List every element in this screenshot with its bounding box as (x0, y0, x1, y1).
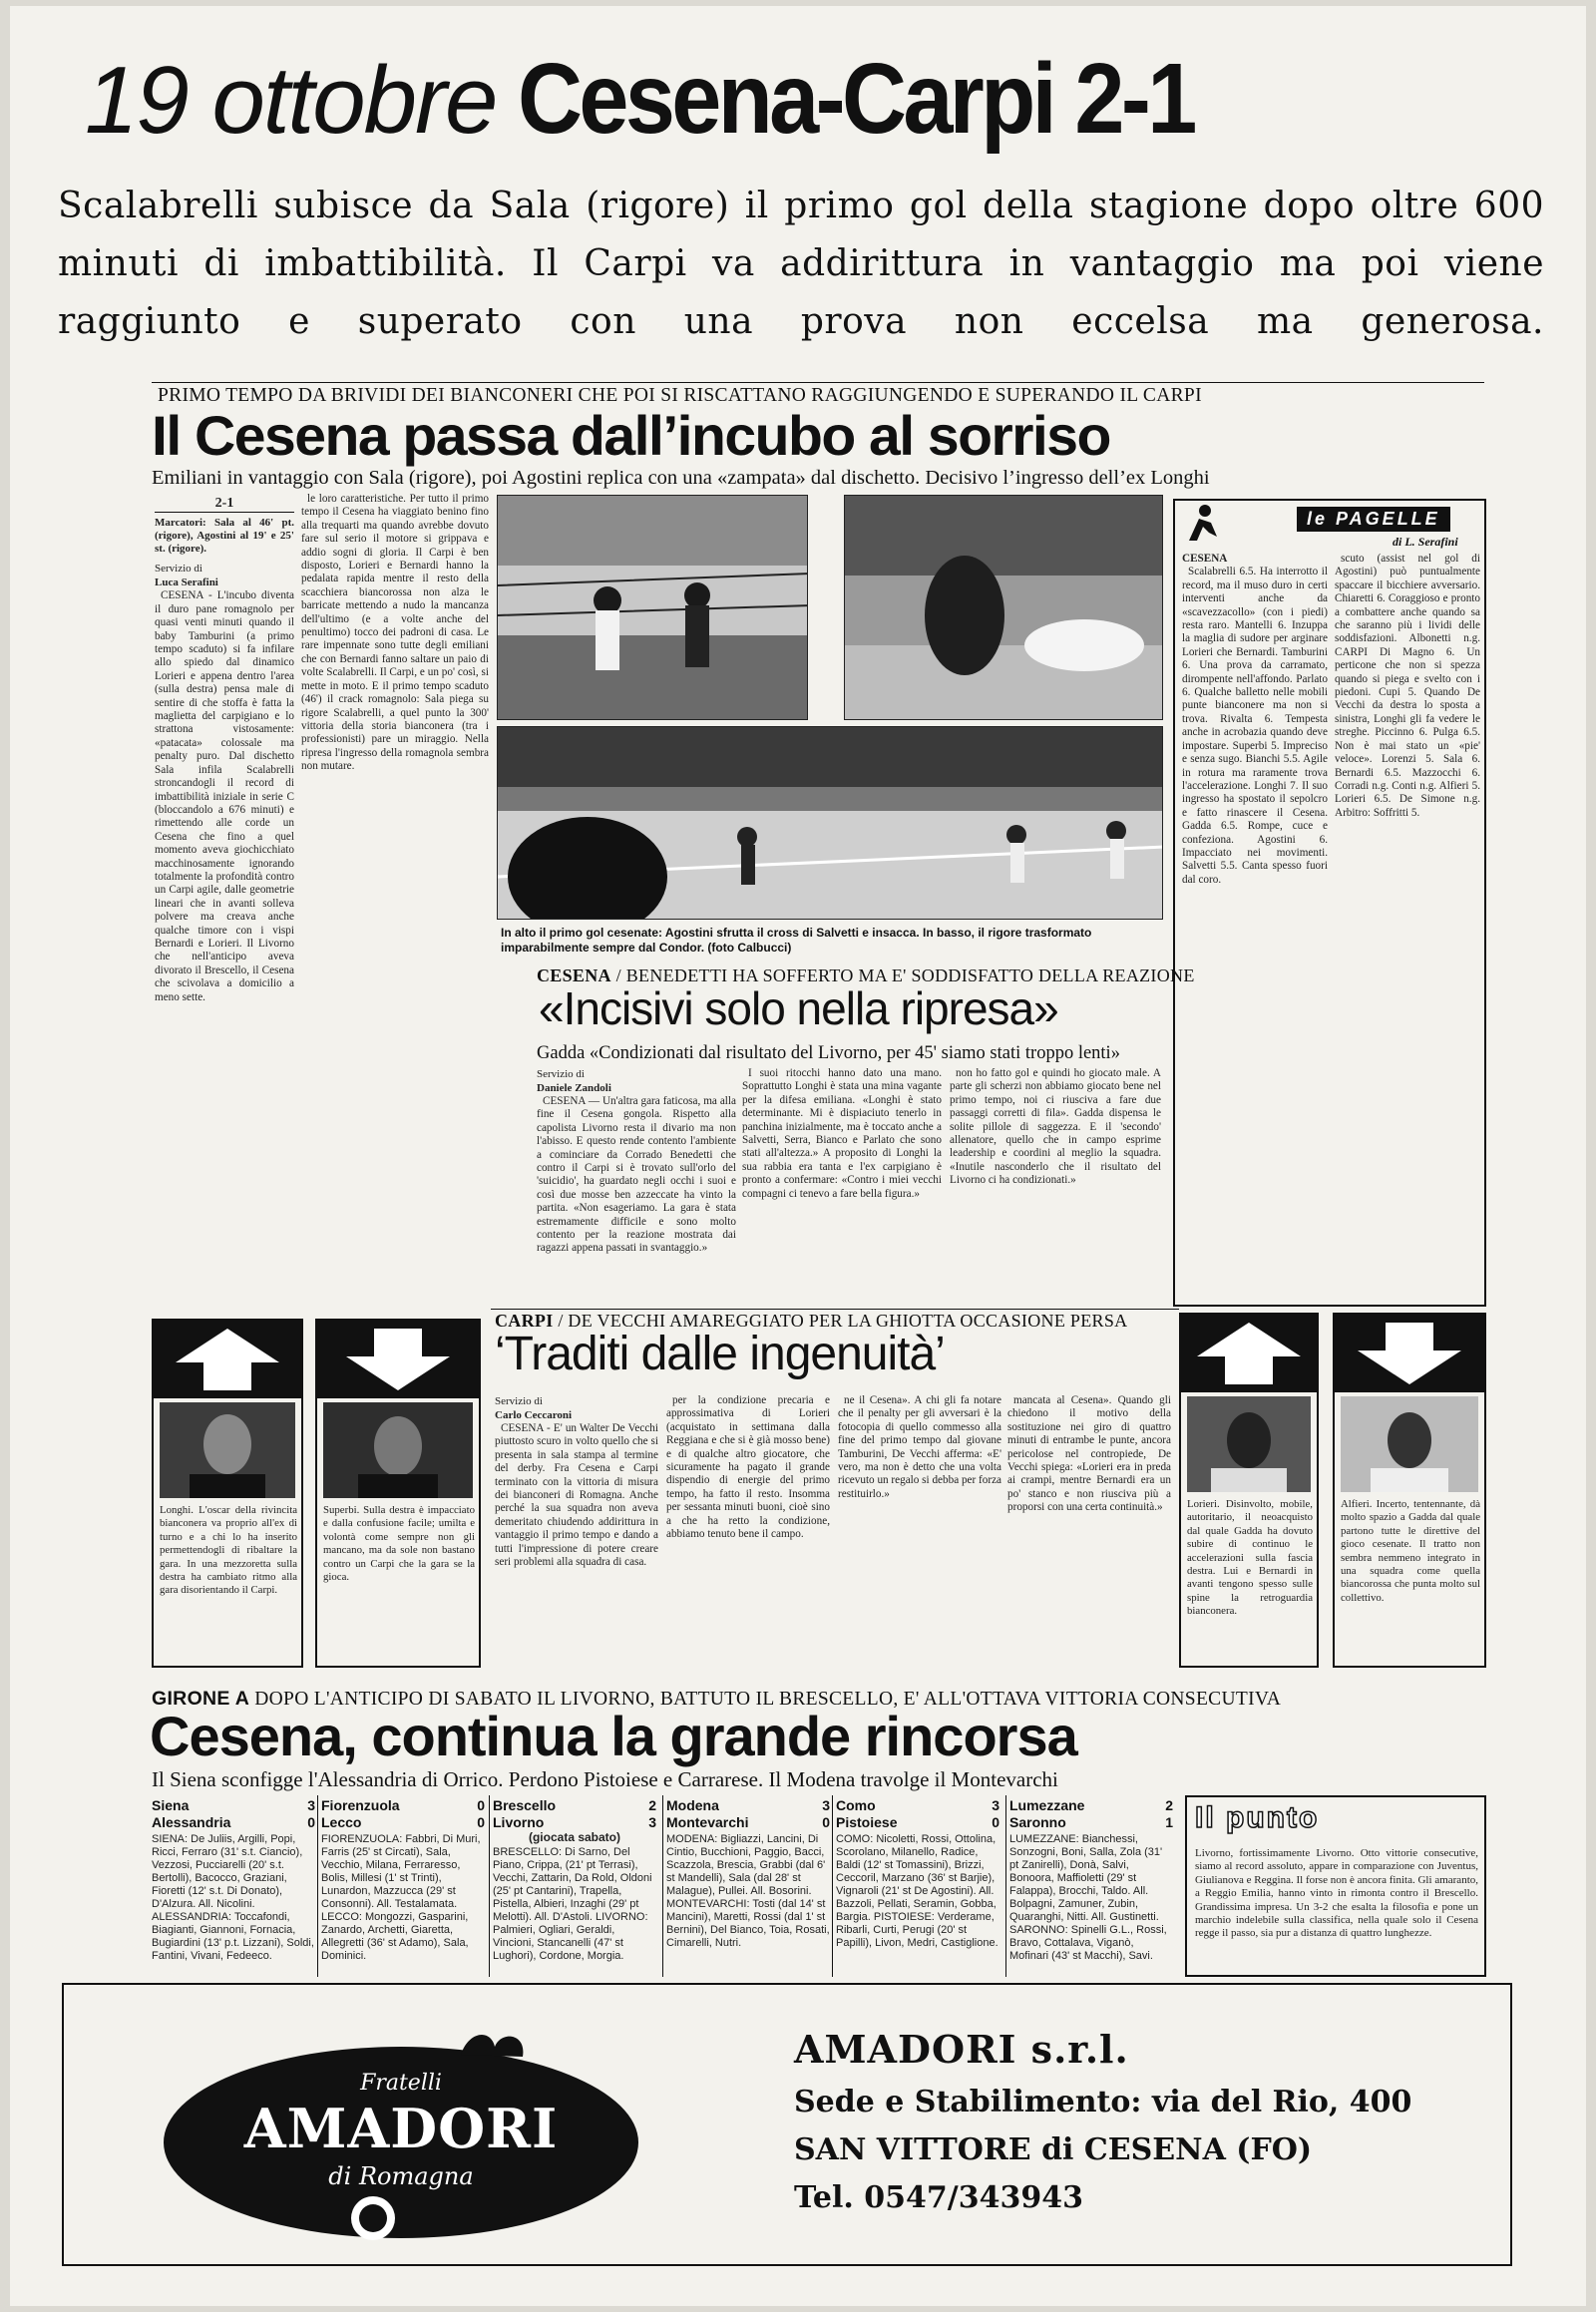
photo-image (498, 496, 808, 720)
article-text: CESENA - L'incubo diventa il duro pane romagnolo per quasi venti minuti quando il baby Tamburini (a primo tempo scaduto) si fa infilare allo spiedo dal dinamico Lorieri e appena dentro l'area (sulla destra) pensa male di sentire di che stoffa è fatta la maglietta del carpigiano e lo strattona vistosamente: «patacata» colossale ma penalty puro. Dal dischetto Sala infila Scalabrelli stroncandogli il record di imbattibilità iniziale in serie C (bloccandolo a 676 minuti) e rimettendo alle corde un Cesena che fino a quel momento aveva giochicchiato macchinosamente ignorando totalmente la profondità contro un Carpi agile, dalle geometrie lineari che in avanti solleva polvere ma creava anche qualche timore con i vispi Bernardi e Lorieri. Il Livorno che nell'anticipo aveva divorato il Brescello, il Cesena che scivolava a domicilio a meno sette. (155, 589, 294, 1003)
scorers: Marcatori: Sala al 46' pt. (rigore), Agostini al 19' e 25' st. (rigore). (155, 517, 294, 556)
byline-name: Luca Serafini (155, 577, 218, 589)
byline-name: Carlo Ceccaroni (495, 1409, 573, 1421)
lineups-text: LUMEZZANE: Bianchessi, Sonzogni, Boni, Salla, Zola (31' pt Zanirelli), Donà, Salvi, Bonoora, Maffioletti (29' st Falappa), Brocchi, Taldo. All. Bolpagni, Zamuner, Zubin, Quaranghi, Nitti. All. Gustinetti. SARONNO: Spinelli G.L., Rossi, Bravo, Cottalava, Viganò, Mofinari (43' st Macchi), Savi. (1009, 1833, 1167, 1962)
arrow-up-icon (154, 1321, 301, 1398)
home-team-row (321, 1797, 485, 1814)
byline (495, 1394, 658, 1422)
ad-phone: Tel. 0547/343943 (794, 2180, 1083, 2215)
main-subhead: Emiliani in vantaggio con Sala (rigore), poi Agostini replica con una «zampata» dal dischetto. Decisivo l’ingresso dell’ex Longhi (152, 467, 1210, 489)
photo-image (845, 496, 1163, 720)
match-photo-penalty (497, 726, 1163, 920)
pagelle-column-2 (1335, 553, 1480, 1297)
away-team-row (666, 1814, 830, 1831)
story3-column-1 (495, 1394, 658, 1664)
article-text: ne il Cesena». A chi gli fa notare che il penalty per gli avversari è la fotocopia di quello commesso alla fine del primo tempo dal giovane Tamburini, De Vecchi afferma: «E' vero, ma non è detto che una volta ricevuto un regalo si debba per forza restituirlo.» (838, 1394, 1001, 1500)
pagelle-author: di L. Serafini (1393, 535, 1458, 549)
arrow-down-icon (317, 1321, 479, 1398)
main-story-column-1 (155, 497, 294, 1307)
away-score: 0 (477, 1814, 485, 1830)
home-team-row (666, 1797, 830, 1814)
page-title (85, 42, 1521, 192)
arrow-up-icon (1181, 1315, 1317, 1392)
player-silhouette-icon (1181, 503, 1221, 543)
home-score: 2 (1165, 1797, 1173, 1813)
away-team: Saronno (1009, 1814, 1066, 1830)
home-team: Modena (666, 1797, 719, 1813)
match-date: 19 ottobre (85, 47, 497, 154)
arrow-profile-up-2 (1179, 1313, 1319, 1668)
logo-fratelli: Fratelli (360, 2071, 442, 2096)
ad-address: Sede e Stabilimento: via del Rio, 400 (794, 2085, 1412, 2119)
away-team-row (493, 1814, 656, 1831)
story2-kicker-lead: CESENA (537, 965, 611, 985)
home-team-row (493, 1797, 656, 1814)
girone-subhead: Il Siena sconfigge l'Alessandria di Orrico. Perdono Pistoiese e Carrarese. Il Modena travolge il Montevarchi (152, 1767, 1058, 1791)
match-photo-goal (497, 495, 808, 720)
home-score: 3 (307, 1797, 315, 1813)
il-punto-box (1185, 1795, 1486, 1977)
match-result-column (321, 1797, 485, 1975)
home-score: 3 (822, 1797, 830, 1813)
profile-text: Lorieri. Disinvolto, mobile, autoritario, il neoacquisto dal quale Gadda ha dovuto subire di continuo le accelerazioni sulla fascia destra. Lui e Bernardi in avanti tengono spesso sulle spine la retroguardia bianconera. (1187, 1498, 1313, 1618)
pagelle-text: scuto (assist nel gol di Agostini) può puntualmente spaccare il bicchiere avversario. Chiaretti 6. Coraggioso e pronto a combattere anche quando sa che saranno più i lividi delle soddisfazioni. Albonetti n.g. CARPI Di Magno 6. Un perticone che non si spezza quando si piega e svelto con i piedoni. Cupi 5. Quando De Vecchi da destra lo sposta a sinistra, Longhi gli fa vedere le streghe. Piccinno 6. Pulga 6.5. Non è mai stato un «pie' veloce». Lorenzi 5. Sala 6. Bernardi 6.5. Mazzocchi 6. Corradi n.g. Conti n.g. Alfieri 5. Lorieri 6.5. De Simone n.g. Arbitro: Soffritti 5. (1335, 553, 1480, 819)
home-score: 3 (992, 1797, 999, 1813)
story2-column-2 (742, 1067, 942, 1309)
away-score: 0 (307, 1814, 315, 1830)
byline (537, 1067, 736, 1095)
logo-amadori: AMADORI (243, 2097, 559, 2160)
il-punto-text: Livorno, fortissimamente Livorno. Otto vittorie consecutive, siamo al record assoluto, appare in comparazione con Juventus, Giulianova e Reggina. Il forse non è ancora finita. Gli amaranto, a Reggio Emilia, hanno vinto in rimonta contro il Brescello. Grandissima impresa. Un 3-2 che esalta la filosofia e pone un marchio indelebile sulla classifica, nella quale solo il Cesena regge il passo, sia pur a distanza di quattro lunghezze. (1195, 1847, 1478, 1940)
byline (155, 562, 294, 589)
article-text: non ho fatto gol e quindi ho giocato male. A parte gli scherzi non abbiamo giocato bene nel primo tempo, noi ci riusciva a fare due passaggi corretti di fila». Gadda dispensa le solite pillole di saggezza. E il 'secondo' allenatore, quello che in campo esprime leadership e coordini al meglio la squadra. «Inutile nasconderlo che il risultato del Livorno ci ha condizionati.» (950, 1067, 1161, 1187)
story2-headline: «Incisivi solo nella ripresa» (539, 982, 1058, 1034)
home-team: Como (836, 1797, 876, 1813)
girone-kicker-lead: GIRONE A (152, 1688, 250, 1710)
home-team: Brescello (493, 1797, 557, 1813)
home-score: 0 (477, 1797, 485, 1813)
away-score: 0 (822, 1814, 830, 1830)
il-punto-title: Il punto (1195, 1801, 1320, 1834)
byline-label: Servizio di (155, 563, 202, 576)
byline-label: Servizio di (537, 1068, 585, 1080)
story3-column-2 (666, 1394, 830, 1664)
logo-romagna: di Romagna (328, 2162, 474, 2190)
photo-image (498, 727, 1163, 920)
page-deck: Scalabrelli subisce da Sala (rigore) il primo gol della stagione dopo oltre 600 minuti di imbattibilità. Il Carpi va addirittura in vantaggio ma poi viene raggiunto e superato con una prova non eccelsa ma generosa. (58, 186, 1544, 342)
player-portrait (1187, 1396, 1311, 1492)
story2-column-3 (950, 1067, 1161, 1309)
article-text: CESENA - E' un Walter De Vecchi piuttosto scuro in volto quello che si presenta in sala stampa al termine del derby. Fra Cesena e Carpi terminato con la vittoria di misura dei bianconeri di Romagna. Anche perché la sua squadra non aveva demeritato chiudendo addirittura in vantaggio il primo tempo e dando a tutti l'impressione di potere creare seri problemi alla squadra di casa. (495, 1422, 658, 1569)
photo-caption: In alto il primo gol cesenate: Agostini sfrutta il cross di Salvetti e insacca. In basso, il rigore trasformato imparabilmente sempre dal Condor. (foto Calbucci) (501, 926, 1092, 955)
score-box: 2-1 (155, 497, 294, 513)
match-result-column (836, 1797, 999, 1975)
arrow-profile-down-1 (315, 1319, 481, 1668)
match-note: (giocata sabato) (528, 1830, 620, 1844)
lineups-text: BRESCELLO: Di Sarno, Del Piano, Crippa, (21' pt Terrasi), Vecchi, Zattarin, Da Rold, Oldoni (25' pt Cantarini), Trapella, Pistella, Albieri, Inzaghi (29' pt Melotti). All. D'Astoli. LIVORNO: Palmieri, Ogliari, Geraldi, Vincioni, Stancanelli (47' st Lughori), Cordone, Morgia. (493, 1846, 652, 1962)
away-team-row (152, 1814, 315, 1831)
player-portrait (1341, 1396, 1478, 1492)
away-team: Livorno (493, 1814, 545, 1830)
article-text: CESENA — Un'altra gara faticosa, ma alla fine il Cesena gongola. Rispetto alla capolista Livorno resta il divario ma non l'abisso. E questo rende contento l'ambiente a cominciare da Corrado Benedetti che contro il Carpi si è trovato sull'orlo del 'suicidio', ha guardato negli occhi i suoi e così due mosse ben azzeccate ha vinto la partita. «Non esageriamo. La gara è stata estremamente difficile e sono molto contento per la reazione mostrata dai ragazzi appena passati in svantaggio.» (537, 1095, 736, 1255)
home-team-row (836, 1797, 999, 1814)
story3-kicker-lead: CARPI (495, 1311, 554, 1331)
match-result-column (152, 1797, 315, 1975)
player-portrait (323, 1402, 473, 1498)
match-result-column (493, 1797, 656, 1975)
away-team: Pistoiese (836, 1814, 898, 1830)
byline-name: Daniele Zandoli (537, 1082, 611, 1094)
divider (152, 382, 1484, 383)
story3-column-4 (1007, 1394, 1171, 1664)
column-rule (489, 1795, 490, 1977)
byline-label: Servizio di (495, 1395, 543, 1407)
home-score: 2 (648, 1797, 656, 1813)
ad-city: SAN VITTORE di CESENA (FO) (794, 2132, 1313, 2167)
column-rule (1005, 1795, 1006, 1977)
story3-column-3 (838, 1394, 1001, 1664)
amadori-logo (152, 2023, 650, 2252)
away-team-row (1009, 1814, 1173, 1831)
home-team-row (1009, 1797, 1173, 1814)
home-team: Fiorenzuola (321, 1797, 400, 1813)
main-headline: Il Cesena passa dall’incubo al sorriso (152, 404, 1110, 467)
story2-column-1 (537, 1067, 736, 1309)
article-text: mancata al Cesena». Quando gli chiedono il motivo della sostituzione nei giro di quattro minuti di entrambe le punte, ancora pericolose nel contropiede, De Vecchi spiega: «Lorieri era in preda ai crampi, mentre Bernardi era un po' stanco e non riusciva più a proporsi con una certa continuità.» (1007, 1394, 1171, 1514)
story3-kicker-text: / DE VECCHI AMAREGGIATO PER LA GHIOTTA OCCASIONE PERSA (558, 1311, 1128, 1331)
column-rule (317, 1795, 318, 1977)
away-score: 1 (1165, 1814, 1173, 1830)
article-text: per la condizione precaria e approssimativa di Lorieri (acquistato in settimana dalla Reggiana e che si è già mosso bene) e di qualche altro giocatore, che sicuramente ha pagato il grande dispendio di energie del primo tempo, ha fatto il resto. Insomma per sessanta minuti buoni, cioè sino a che ha retto la condizione, abbiamo tenuto bene il campo. (666, 1394, 830, 1541)
away-team-row (836, 1814, 999, 1831)
home-team: Siena (152, 1797, 190, 1813)
lineups-text: FIORENZUOLA: Fabbri, Di Muri, Farris (25' st Circati), Sala, Vecchio, Milana, Ferraresso, Bolis, Millesi (1' st Trinti), Lunardon, Mazzucca (29' st Consonni). All. Testalamata. LECCO: Mongozzi, Gasparini, Zanardo, Archetti, Giaretta, Allegretti (36' st Adamo), Sala, Dominici. (321, 1833, 481, 1962)
ad-company: AMADORI s.r.l. (794, 2027, 1129, 2072)
arrow-down-icon (1335, 1315, 1484, 1392)
main-kicker: PRIMO TEMPO DA BRIVIDI DEI BIANCONERI CHE POI SI RISCATTANO RAGGIUNGENDO E SUPERANDO IL CARPI (158, 385, 1202, 406)
girone-kicker-text: DOPO L'ANTICIPO DI SABATO IL LIVORNO, BATTUTO IL BRESCELLO, E' ALL'OTTAVA VITTORIA CONSECUTIVA (254, 1689, 1282, 1710)
arrow-profile-up-1 (152, 1319, 303, 1668)
profile-text: Alfieri. Incerto, tentennante, dà molto spazio a Gadda dal quale partono tutte le direttive del gioco cesenate. Il tratto non sembra nemmeno integrato in una squadra come quella biancorossa che punta molto sul collettivo. (1341, 1498, 1480, 1604)
column-rule (832, 1795, 833, 1977)
home-team-row (152, 1797, 315, 1814)
main-story-column-2 (301, 493, 489, 1307)
pagelle-title: le PAGELLE (1297, 507, 1450, 532)
away-team-row (321, 1814, 485, 1831)
profile-text: Superbi. Sulla destra è impacciato e dalla confusione facile; umilta e volontà come sempre non gli mancano, ma da sole non bastano contro un Carpi che la gara se la gioca. (323, 1504, 475, 1584)
away-score: 0 (992, 1814, 999, 1830)
lineups-text: SIENA: De Juliis, Argilli, Popi, Ricci, Ferraro (31' s.t. Ciancio), Vezzosi, Pucciarelli (20' s.t. Bertolli), Bacocco, Graziani, Fioretti (12' s.t. Di Donato), D'Alzura. All. Nicolini. ALESSANDRIA: Toccafondi, Biagianti, Giannoni, Fornacia, Bugiardini (13' p.t. Lizzani), Soldi, Fantini, Vivani, Fedeeco. (152, 1833, 314, 1962)
away-team: Montevarchi (666, 1814, 749, 1830)
article-text: I suoi ritocchi hanno dato una mano. Soprattutto Longhi è stata una mina vagante per la difesa emiliana. «Longhi è stato determinante. Mi è dispiaciuto tenerlo in panchina inizialmente, ma è toccato anche a Salvetti, Serra, Bianco e Parlato che sono stati all'altezza.» A proposito di Longhi la sua rabbia era tanta e l'ex carpigiano è pronto a confermare: «Contro i miei vecchi compagni ci tenevo a fare bella figura.» (742, 1067, 942, 1200)
match-photo-save (844, 495, 1163, 720)
story2-kicker-text: / BENEDETTI HA SOFFERTO MA E' SODDISFATTO DELLA REAZIONE (615, 965, 1195, 985)
article-text: le loro caratteristiche. Per tutto il primo tempo il Cesena ha viaggiato benino fino alla trequarti ma quando avrebbe dovuto fare sul serio il motore si grippava e addio sogni di gloria. Il Carpi è ben disposto, Lorieri e Bernardi hanno la pedalata rapida mentre il resto della scacchiera biancorossa non alza le barricate mettendo a nudo la mancanza dell'ultimo (e a volte anche del penultimo) tocco dei padroni di casa. Le rare impennate sono tutte degli emiliani che con Bernardi fanno saltare un paio di volte Scalabrelli. Il Carpi, e un po' così, si mette in moto. E il primo tempo scaduto (46') il crack romagnolo: Sala piega su rigore Scalabrelli, a quel punto la 300' vittoria della storia bianconera (tra i professionisti) pare un miraggio. Nella ripresa l'ingresso della romagnola sembra non mutare. (301, 493, 489, 773)
column-rule (662, 1795, 663, 1977)
lineups-text: COMO: Nicoletti, Rossi, Ottolina, Scorolano, Milanello, Radice, Baldi (12' st Tomassini), Brizzi, Ceccoril, Marzano (36' st Barjie), Vignaroli (21' st De Agostini). All. Bazzoli, Pellati, Seramin, Gobba, Bargia. PISTOIESE: Verderame, Ribarli, Curti, Perugi (20' st Papilli), Livon, Medri, Castiglione. (836, 1833, 998, 1949)
profile-text: Longhi. L'oscar della rivincita bianconera va proprio all'ex di turno e a chi lo ha inserito permettendogli di ribaltare la gara. In una mezzoretta sulla destra ha cambiato ritmo alla gara disorientando il Carpi. (160, 1504, 297, 1597)
player-portrait (160, 1402, 295, 1498)
girone-headline: Cesena, continua la grande rincorsa (150, 1705, 1077, 1767)
pagelle-text: Scalabrelli 6.5. Ha interrotto il record, ma il muso duro in certi interventi anche da «scavezzacollo» (con i piedi) resta raro. Mantelli 6. Inzuppa la maglia di sudore per arginare Lorieri che Bernardi. Tamburini 6. Una prova da carramato, dirompente nell'affondo. Parlato 6. Qualche balletto nelle mobili punte bianconere ma non si trova. Rivalta 6. Tempesta anche in acrobazia quando deve impostare. Superbi 5. Impreciso e senza sugo. Bianchi 5.5. Agile in rotura ma raramente trova l'accelerazione. Longhi 7. Il suo ingresso ha spostato il sepolcro e fatto rinascere il Cesena. Gadda 6.5. Rompe, cuce e confeziona. Agostini 6. Impacciato nei movimenti. Salvetti 5.5. Canta spesso fuori dal coro. (1182, 566, 1328, 886)
match-result: Cesena-Carpi 2-1 (518, 43, 1195, 155)
team-label-cesena: CESENA (1182, 553, 1228, 565)
pagelle-column-1 (1182, 553, 1328, 1297)
away-team: Alessandria (152, 1814, 231, 1830)
match-result-column (666, 1797, 830, 1975)
match-result-column (1009, 1797, 1173, 1975)
story2-subhead: Gadda «Condizionati dal risultato del Livorno, per 45' siamo stati troppo lenti» (537, 1043, 1120, 1063)
away-team: Lecco (321, 1814, 362, 1830)
away-score: 3 (648, 1814, 656, 1830)
home-team: Lumezzane (1009, 1797, 1085, 1813)
lineups-text: MODENA: Bigliazzi, Lancini, Di Cintio, Bucchioni, Paggio, Bacci, Scazzola, Brescia, Grabbi (dal 6' st Mandelli), Sala (dal 28' st Malague), Pullei. All. Bosorini. MONTEVARCHI: Tosti (dal 14' st Mancini), Maretti, Rossi (dal 1' st Bernini), Del Bianco, Toia, Rosati, Cimarelli, Nutri. (666, 1833, 830, 1949)
arrow-profile-down-2 (1333, 1313, 1486, 1668)
divider (491, 1309, 1179, 1310)
story3-headline: ‘Traditi dalle ingenuità’ (495, 1328, 945, 1380)
